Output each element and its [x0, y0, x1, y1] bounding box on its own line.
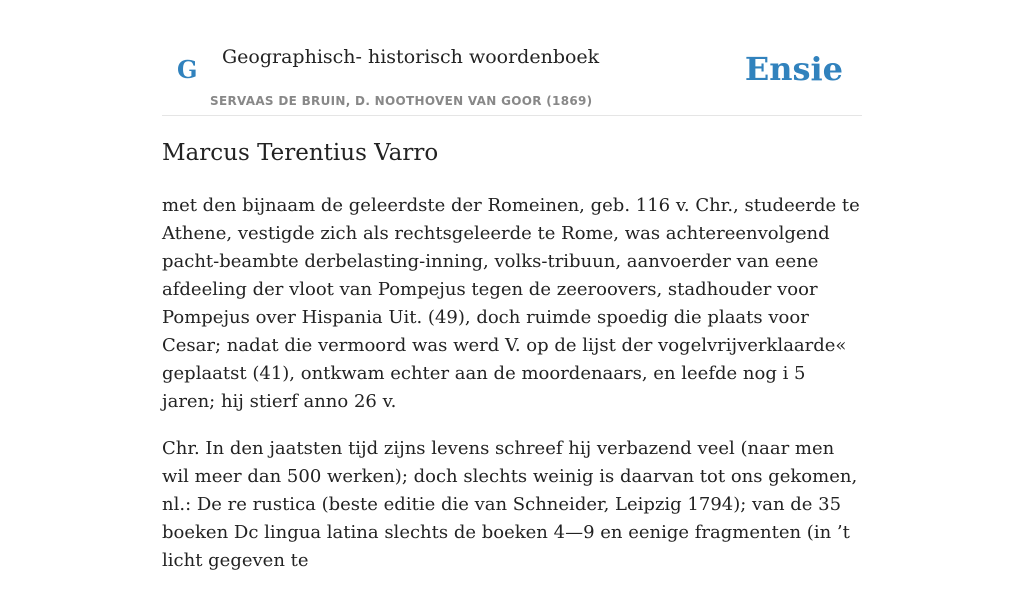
book-logo-letter[interactable]: G [177, 55, 198, 84]
book-header [162, 40, 862, 116]
book-title-link[interactable]: Geographisch- historisch woordenboek [222, 46, 600, 68]
entry-paragraph: Chr. In den jaatsten tijd zijns levens schreef hij verbazend veel (naar men wil meer dan 500 werken); doch slechts weinig is daarvan tot ons gekomen, nl.: De re rustica (beste editie die van Schneider, Leipzig 1794); van de 35 boeken Dc lingua latina slechts de boeken 4—9 en eenige fragmenten (in ’t licht gegeven te [162, 438, 858, 571]
entry-title: Marcus Terentius Varro [162, 140, 439, 166]
book-authors: SERVAAS DE BRUIN, D. NOOTHOVEN VAN GOOR (1869) [210, 94, 593, 108]
ensie-logo[interactable]: Ensie [744, 50, 843, 88]
entry-paragraph: met den bijnaam de geleerdste der Romeinen, geb. 116 v. Chr., studeerde te Athene, vestigde zich als rechtsgeleerde te Rome, was achtereenvolgend pacht-beambte derbelasting-inning, volks-tribuun, aanvoerder van eene afdeeling der vloot van Pompejus tegen de zeeroovers, stadhouder voor Pompejus over Hispania Uit. (49), doch ruimde spoedig die plaats voor Cesar; nadat die vermoord was werd V. op de lijst der vogelvrijverklaarde« geplaatst (41), ontkwam echter aan de moordenaars, en leefde nog i 5 jaren; hij stierf anno 26 v. [162, 195, 860, 412]
entry-body [162, 192, 862, 594]
